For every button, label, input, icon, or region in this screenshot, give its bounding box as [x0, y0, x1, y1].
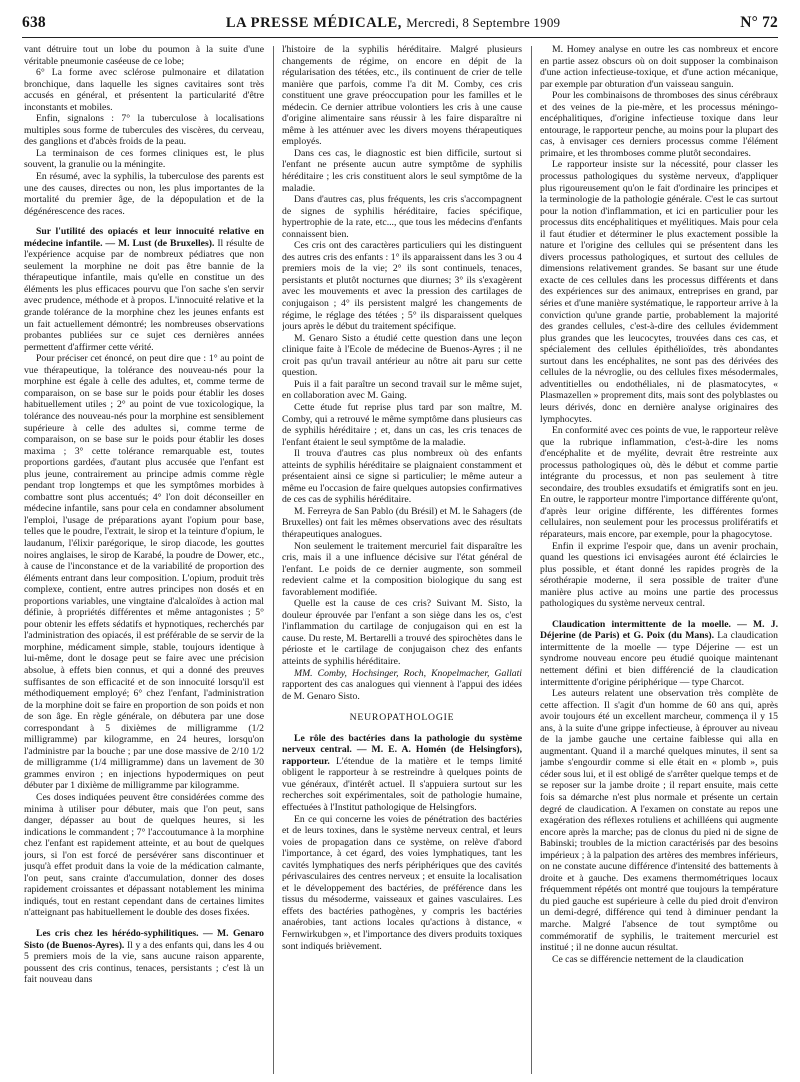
paragraph: Les auteurs relatent une observation très complète de cette affection. Il s'agit d'un homme de 60 ans qui, après avoir toujours été un excellent marcheur, commença il y 15 ans, à la suite d'une grippe infectieuse, à éprouver au niveau de la jambe gauche une certaine faiblesse qui alla en augmentant. Quand il a marché quelques minutes, il sent sa jambe s'engourdir comme si elle était en « plomb », puis céder sous lui, et il est obligé de s'arrêter quelque temps et de se reposer sur la jambe droite ; il repart ensuite, mais cette fois sa démarche n'est plus normale et présente un certain degré de claudication. A l'examen on constate au repos une exagération des réflexes rotuliens et achilléens qui augmente encore après la marche; pas de clonus du pied ni de signe de Babinski; troubles de la miction caractérisés par des besoins impérieux ; à la palpation des artères des membres inférieurs, on ne constate aucune différence d'intensité des battements à droite et à gauche. Des examens thermométriques locaux fréquemment répétés ont montré que toujours la température du pied gauche est supérieure à celle du pied droit d'environ un demi-degré, différence qui tend à diminuer pendant la marche. Malgré l'absence de tout symptôme ou commémoratif de syphilis, le traitement mercuriel est institué ; il ne donne aucun résultat.: [540, 688, 778, 954]
article-paragraph: [24, 928, 264, 986]
paragraph: En résumé, avec la syphilis, la tuberculose des parents est une des causes, directes ou non, les plus importantes de la mortalité du premier âge, de la dépopulation et de la dégénérescence des races.: [24, 171, 264, 217]
paragraph: Dans d'autres cas, plus fréquents, les cris s'accompagnent de signes de syphilis héréditaire, facies spécifique, hypertrophie de la rate, etc..., que tous les médecins d'enfants connaissent bien.: [282, 194, 522, 240]
article-title: Le rôle des bactéries dans la pathologie du système nerveux central. — M. E. A. Homén (de Helsingfors), rapporteur.: [282, 732, 522, 767]
page-number: 638: [22, 14, 46, 31]
paragraph: En ce qui concerne les voies de pénétration des bactéries et de leurs toxines, dans le système nerveux central, et leurs voies de propagation dans ce système, on relève d'abord l'importance, à cet égard, des voies lymphatiques, tant les cavités lymphatiques des nerfs périphériques que des cavités périvasculaires des centres nerveux ; et ensuite la localisation et le développement des bactéries, de préférence dans les tissus du mésoderme, vaisseaux et gaines vasculaires. Les effets des bactéries pathogènes, y compris les bactéries anaérobies, tant actions locales qu'actions à distance, « Fernwirkubgen », et l'importance des divers produits toxiques sont indiqués brièvement.: [282, 813, 522, 952]
paragraph: Ces doses indiquées peuvent être considérées comme des minima à utiliser pour débuter, mais que l'on peut, sans danger, dépasser au bout de quelques heures, si les indications le commandent ; 7° l'accoutumance à la morphine chez l'enfant est rapidement atteinte, et au bout de quelques jours, si l'on est forcé de persévérer sans discontinuer et jusqu'à effet produit dans la voie de la médication calmante, l'on peut, sans crainte d'accumulation, donner des doses rapidement croissantes et dépassant notablement les minima indiqués, tout en restant cependant dans de certaines limites n'atteignant pas habituellement le double des doses fixées.: [24, 792, 264, 919]
article-paragraph: [282, 733, 522, 814]
column-3: [540, 44, 778, 1074]
paragraph: Le rapporteur insiste sur la nécessité, pour classer les processus pathologiques du système nerveux, d'appliquer plus rigoureusement qu'on le fait d'ordinaire les principes et la terminologie de la pathologie générale. C'est le cas surtout pour la notion d'inflammation, et ici en particulier pour les processus dits encéphalitiques et myélitiques. Mais pour cela il faut étudier et déterminer le plus exactement possible la nature et l'origine des cellules qui se présentent dans les divers processus pathologiques, et surtout des cellules de dimensions relativement grandes. Se basant sur une étude exacte de ces cellules dans les processus différents et dans des expériences sur des animaux, entreprises en grand, par séries et d'une manière systématique, le rapporteur arrive à la conviction qu'une grande partie, probablement la majorité des grandes cellules, c'est-à-dire des cellules évidemment plus grandes que les leucocytes, trouvées dans ces cas, et spécialement des cellules épithélioïdes, très abondantes surtout dans les encéphalites, ne sont pas des dérivées des cellules de la névroglie, ou des cellules fixes mésodermales, adventitielles ou endothéliales, ni de plasmatocytes, « Plasmazellen » proprement dits, mais sont des polyblastes ou leurs dérivés, donc en dernière analyse originaires des lymphocytes.: [540, 159, 778, 425]
masthead: [226, 15, 560, 32]
article-title: Sur l'utilité des opiacés et leur innocuité relative en médecine infantile. — M. Lust (de Bruxelles).: [24, 226, 264, 249]
article-paragraph: [24, 226, 264, 353]
paragraph: En conformité avec ces points de vue, le rapporteur relève que la rubrique inflammation, c'est-à-dire les noms d'encéphalite et de myélite, devrait être restreinte aux processus pathologiques où, dès le début et comme partie intégrante du processus, et non pas seulement à titre secondaire, des troubles exsudatifs et émigratifs sont en jeu. En outre, le rapporteur montre l'importance différente qu'ont, d'après leur origine différente, les différentes formes cellulaires, non seulement pour les processus prolifératifs et réparateurs, mais encore, par exemple, pour la phagocytose.: [540, 425, 778, 540]
article-paragraph: [540, 619, 778, 688]
paragraph: Non seulement le traitement mercuriel fait disparaître les cris, mais il a une influence décisive sur l'état général de l'enfant. Le poids de ce dernier augmente, son sommeil redevient calme et la composition biologique du sang est favorablement modifiée.: [282, 540, 522, 598]
paragraph: 6° La forme avec sclérose pulmonaire et dilatation bronchique, dans laquelle les signes cavitaires sont très accusés en général, et présentent la particularité d'être inconstants et mobiles.: [24, 67, 264, 113]
author-list: MM. Comby, Hochsinger, Roch, Knopelmacher, Gallati: [294, 667, 522, 679]
paragraph: Ces cris ont des caractères particuliers qui les distinguent des autres cris des enfants : 1° ils apparaissent dans les 3 ou 4 premiers mois de la vie; 2° ils sont continuels, tenaces, persistants et plutôt nocturnes que diurnes; 3° ils s'exagèrent avec les mouvements et avec la pression des cartilages de conjugaison ; 4° ils persistent malgré les changements de régime, le réglage des tétées ; 5° ils disparaissent quelques jours après le début du traitement spécifique.: [282, 240, 522, 333]
header-rule: [22, 37, 778, 38]
column-divider: [273, 46, 274, 1074]
article-text: La claudication intermittente de la moelle — type Déjerine — est un syndrome nouveau encore peu étudié quoique maintenant nettement défini et bien différencié de la claudication intermittente d'origine périphérique — type Charcot.: [540, 630, 778, 688]
paragraph: M. Ferreyra de San Pablo (du Brésil) et M. le Sahagers (de Bruxelles) ont fait les mêmes observations avec des résultats thérapeutiques analogues.: [282, 505, 522, 540]
journal-name: LA PRESSE MÉDICALE,: [225, 15, 403, 31]
paragraph: Cette étude fut reprise plus tard par son maître, M. Comby, qui a retrouvé le même symptôme dans plusieurs cas de syphilis héréditaire ; et, dans un cas, les cris tenaces de l'enfant étaient le seul symptôme de la maladie.: [282, 401, 522, 448]
paragraph: Pour préciser cet énoncé, on peut dire que : 1° au point de vue thérapeutique, la tolérance des nouveau-nés pour la morphine est égale à celle des adultes, et, comme terme de comparaison, on se base sur le poids pour établir les doses habituellement utiles ; 2° au point de vue toxicologique, la tolérance des nouveau-nés pour la morphine est sensiblement supérieure à celle des adultes si, comme terme de comparaison, on se base sur le poids pour établir les doses maxima ; 3° cette tolérance remarquable est, toutes proportions gardées, d'autant plus accusée que l'enfant est plus jeune, contrairement au principe admis comme règle pendant trop longtemps et que les symptômes morbides à combattre sont plus accentués; 4° l'on doit déconseiller en médecine infantile, sans pour cela en condamner absolument l'emploi, l'usage de préparations ayant l'opium pour base, telles que le poudre, l'extrait, le sirop et la teinture d'opium, le laudanum, l'élixir parégorique, le sirop diacode, les gouttes noires anglaises, le sirop de Karabé, la poudre de Dower, etc., à cause de l'inconstance et de la variabilité de proportion des éléments entrant dans leur composition. L'opium, produit très complexe, contient, entre autres principes non dosés et en proportions variables, une vingtaine d'alcaloïdes à action mal définie, à propriétés différentes et même antagonistes ; 5° pour obtenir les effets sédatifs et hypnotiques, recherchés par l'administration des opiacés, il est préférable de se servir de la morphine, médicament simple, stable, toujours identique à lui-même, dont le dosage peut se faire avec une précision absolue, à effets bien connus, et qui a donné des preuves suffisantes de son efficacité et de son innocuité lorsqu'il est méthodiquement employé; 6° chez l'enfant, l'administration de la morphine doit se faire en proportion de son poids et non de son âge. En règle générale, on débutera par une dose correspondant à 5 dixièmes de milligramme (1/2 milligramme) par kilogramme, en 24 heures, lorsqu'on l'administre par la bouche ; par une dose massive de 2/10 1/2 de milligramme (1/4 milligramme) dans un lavement de 30 grammes environ ; en injections hypodermiques on peut débuter par 1 dixième de milligramme par kilogramme.: [24, 353, 264, 792]
paragraph: Quelle est la cause de ces cris? Suivant M. Sisto, la douleur éprouvée par l'enfant a son siège dans les os, c'est l'inflammation du cartilage de conjugaison qui en est la cause. Du reste, M. Bertarelli a trouvé des spirochètes dans le périoste et le cartilage de conjugaison chez des enfants atteints de syphilis héréditaire.: [282, 598, 522, 667]
paragraph: [282, 668, 522, 703]
paragraph: l'histoire de la syphilis héréditaire. Malgré plusieurs changements de régime, on encore en dépit de la régularisation des tétées, etc., ils continuent de crier de telle manière que parfois, comme l'a dit M. Comby, ces cris constituent une grave préoccupation pour les familles et le médecin. Ce dernier attribue volontiers les cris à une cause d'origine alimentaire sans réussir à les faire disparaître ni même à les atténuer avec les divers moyens thérapeutiques employés.: [282, 44, 522, 148]
column-2: [282, 44, 522, 1074]
paragraph: Il trouva d'autres cas plus nombreux où des enfants atteints de syphilis héréditaire se plaignaient constamment et présentaient ainsi ce signe si particulier; le même auteur a même eu l'occasion de faire quelques autopsies confirmatives de ces cas de syphilis héréditaire.: [282, 448, 522, 506]
paragraph: Puis il a fait paraître un second travail sur le même sujet, en collaboration avec M. Gaing.: [282, 378, 522, 402]
column-1: [24, 44, 264, 1074]
paragraph: Enfin, signalons : 7° la tuberculose à localisations multiples sous forme de tubercules des viscères, du cerveau, des ganglions et d'abcès froids de la peau.: [24, 113, 264, 148]
paragraph: Dans ces cas, le diagnostic est bien difficile, surtout si l'enfant ne présente aucun autre symptôme de syphilis héréditaire ; les cris constituent alors le seul symptôme de la maladie.: [282, 147, 522, 194]
page-header: [22, 14, 778, 34]
paragraph-text: rapportent des cas analogues qui viennent à l'appui des idées de M. Genaro Sisto.: [282, 679, 522, 702]
section-heading: NEUROPATHOLOGIE: [349, 712, 455, 724]
paragraph: Enfin il exprime l'espoir que, dans un avenir prochain, quand les questions ici envisagées auront été éclaircies le plus possible, et étant donné les rapides progrès de la sérothérapie moderne, il sera possible de traiter d'une manière plus active au moins une partie des processus pathologiques du système nerveux central.: [540, 540, 778, 610]
paragraph: vant détruire tout un lobe du poumon à la suite d'une véritable pneumonie caséeuse de ce lobe;: [24, 44, 264, 67]
paragraph: Pour les combinaisons de thromboses des sinus cérébraux et des veines de la pie-mère, et les processus méningo-encéphalitiques, d'origine infectieuse toxique dans leur entourage, le rapporteur penche, au moins pour la plupart des cas, à envisager ces derniers processus comme l'élément primaire, et les thromboses comme plutôt secondaires.: [540, 90, 778, 159]
article-text: L'étendue de la matière et le temps limité obligent le rapporteur à se restreindre à quelques points de vue généraux, d'intérêt actuel. Il s'appuiera surtout sur les recherches soit expérimentales, soit de pathologie humaine, effectuées à l'Institut pathologique de Helsingfors.: [282, 755, 522, 813]
article-title: Claudication intermittente de la moelle. — M. J. Déjerine (de Paris) et G. Poix (du Mans).: [540, 618, 778, 642]
issue-date: Mercredi, 8 Septembre 1909: [406, 15, 561, 30]
column-divider: [531, 46, 532, 1074]
article-title: Les cris chez les hérédo-syphilitiques. — M. Genaro Sisto (de Buenos-Ayres).: [24, 928, 264, 951]
paragraph: Ce cas se différencie nettement de la claudication: [552, 953, 744, 965]
article-text: Il résulte de l'expérience acquise par de nombreux pédiatres que non seulement la morphine ne doit pas être bannie de la thérapeutique infantile, mais qu'elle en constitue un des éléments les plus efficaces pourvu que l'on sache s'en servir avec prudence, méthode et à propos. L'innocuité relative et la grande tolérance de la morphine chez les jeunes enfants est un fait actuellement démontré; les nombreuses observations probantes publiées sur ce sujet ces dernières années permettent d'affirmer cette vérité.: [24, 237, 264, 353]
article-text: Il y a des enfants qui, dans les 4 ou 5 premiers mois de la vie, sans aucune raison apparente, poussent des cris continus, tenaces, persistants ; c'est là un fait nouveau dans: [24, 939, 264, 986]
issue-number: N° 72: [740, 14, 778, 31]
paragraph: M. Homey analyse en outre les cas nombreux et encore en partie assez obscurs où on doit supposer la combinaison d'une action infectieuse-toxique, et d'une action mécanique, par exemple par obturation d'un vaisseau sanguin.: [540, 44, 778, 90]
paragraph: La terminaison de ces formes cliniques est, le plus souvent, la granulie ou la méningite.: [24, 147, 264, 171]
paragraph: M. Genaro Sisto a étudié cette question dans une leçon clinique faite à l'Ecole de médecine de Buenos-Ayres ; il ne croit pas qu'un travail antérieur au nôtre ait paru sur cette question.: [282, 332, 522, 379]
